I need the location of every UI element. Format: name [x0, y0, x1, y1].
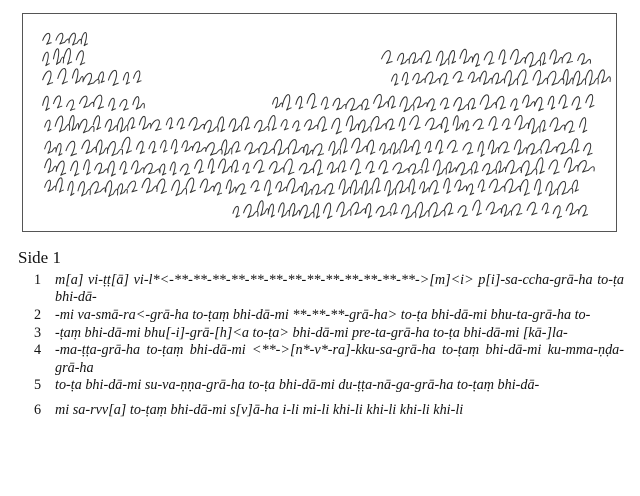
script-glyph — [194, 160, 203, 173]
script-glyph — [123, 72, 130, 84]
script-glyph — [205, 143, 222, 156]
script-glyph — [548, 96, 555, 109]
script-glyph — [149, 141, 157, 153]
script-glyph — [289, 203, 299, 216]
script-glyph — [317, 117, 327, 132]
script-glyph — [221, 140, 232, 156]
script-glyph — [463, 121, 469, 131]
script-glyph — [556, 143, 572, 154]
script-glyph — [528, 118, 540, 133]
script-glyph — [489, 117, 498, 131]
script-glyph — [488, 140, 499, 154]
script-glyph — [232, 142, 241, 153]
script-glyph — [268, 116, 276, 131]
script-glyph — [55, 116, 70, 132]
script-glyph — [540, 120, 546, 131]
script-glyph — [45, 159, 57, 173]
script-glyph — [180, 164, 190, 175]
line-text: to-ṭa bhi-dā-mi su-va-ṇṇa-grā-ha to-ṭa bhi-dā-mi du-ṭṭa-nā-ga-grā-ha to-ṭaṃ bhi-dā- — [55, 377, 540, 394]
script-glyph — [288, 140, 304, 154]
script-glyph — [425, 72, 440, 84]
line-number: 2 — [34, 306, 42, 323]
script-glyph — [534, 179, 541, 195]
script-glyph — [358, 120, 371, 133]
line-text: -ma-ṭṭa-grā-ha to-ṭaṃ bhi-dā-mi <**->[n*-v*-ra]-kku-sa-grā-ha to-ṭaṃ bhi-dā-mi ku-mma-ṇḍa-grā-ha — [55, 342, 624, 376]
script-glyph — [466, 184, 474, 195]
script-glyph — [409, 179, 416, 194]
script-glyph — [492, 73, 505, 84]
script-glyph — [296, 96, 303, 109]
script-glyph — [563, 69, 573, 85]
script-glyph — [390, 143, 400, 154]
script-glyph — [325, 184, 335, 195]
script-glyph — [425, 118, 442, 130]
script-glyph — [527, 144, 542, 155]
script-glyph — [413, 97, 427, 108]
script-glyph — [274, 140, 289, 155]
script-glyph — [283, 159, 294, 175]
script-glyph — [583, 143, 592, 155]
script-glyph — [586, 94, 595, 107]
line-number: 4 — [34, 342, 42, 359]
script-glyph — [527, 202, 537, 215]
script-glyph — [436, 140, 444, 154]
script-glyph — [122, 137, 132, 153]
script-glyph — [131, 161, 144, 174]
script-glyph — [572, 97, 581, 110]
script-glyph — [245, 143, 259, 154]
script-glyph — [385, 180, 396, 196]
script-glyph — [566, 203, 579, 215]
script-glyph — [515, 115, 529, 129]
script-glyph — [301, 182, 311, 195]
script-glyph — [43, 33, 52, 44]
script-glyph — [512, 204, 523, 215]
script-glyph — [463, 143, 473, 155]
script-glyph — [43, 52, 50, 66]
script-glyph — [412, 73, 425, 83]
script-glyph — [489, 179, 505, 192]
script-glyph — [397, 53, 409, 64]
script-glyph — [56, 33, 69, 44]
script-glyph — [107, 142, 122, 156]
line-number: 6 — [34, 402, 42, 419]
script-glyph — [520, 180, 530, 196]
script-glyph — [45, 141, 57, 153]
script-glyph — [83, 73, 99, 85]
script-glyph — [393, 163, 410, 174]
script-glyph — [278, 203, 289, 217]
script-glyph — [208, 159, 215, 174]
script-glyph — [79, 96, 94, 108]
script-glyph — [482, 164, 496, 175]
script-glyph — [495, 96, 505, 109]
transliteration-line — [34, 307, 624, 324]
line-text: m[a] vi-ṭṭ[ā] vi-l*<-**-**-**-**-**-**-**-**-**-**-**-**-**->[m]<i> p[i]-sa-ccha-grā-ha to-ṭa bhi-dā- — [55, 272, 624, 306]
script-glyph — [510, 99, 518, 111]
script-glyph — [546, 182, 558, 196]
script-glyph — [226, 180, 236, 194]
script-glyph — [502, 119, 511, 130]
script-glyph — [562, 53, 573, 63]
script-glyph — [447, 140, 458, 152]
script-glyph — [78, 182, 90, 196]
script-glyph — [525, 52, 541, 67]
script-glyph — [213, 183, 222, 195]
script-glyph — [170, 162, 176, 175]
script-glyph — [501, 205, 512, 217]
script-glyph — [421, 51, 432, 64]
script-glyph — [436, 51, 449, 66]
script-glyph — [231, 160, 239, 172]
line-text: -ṭaṃ bhi-dā-mi bhu[-i]-grā-[h]<a to-ṭa> bhi-dā-mi pre-ta-grā-ha to-ṭa bhi-dā-mi [kā-]la- — [55, 324, 568, 341]
script-glyph — [257, 201, 268, 216]
script-glyph — [182, 141, 193, 152]
script-glyph — [472, 54, 480, 67]
script-glyph — [133, 97, 145, 110]
script-glyph — [142, 178, 157, 193]
script-glyph — [573, 71, 586, 86]
script-glyph — [379, 143, 390, 154]
script-glyph — [400, 97, 414, 112]
script-glyph — [156, 179, 167, 194]
script-glyph — [521, 161, 537, 176]
script-glyph — [69, 115, 79, 130]
script-glyph — [189, 118, 205, 131]
side-heading: Side 1 — [18, 248, 61, 267]
script-glyph — [66, 141, 77, 156]
script-glyph — [119, 99, 128, 110]
script-glyph — [578, 54, 591, 65]
script-glyph — [193, 142, 206, 153]
script-glyph — [144, 163, 161, 174]
script-glyph — [339, 179, 351, 194]
script-glyph — [550, 50, 563, 64]
script-glyph — [127, 181, 137, 192]
script-glyph — [373, 95, 388, 109]
script-glyph — [478, 142, 485, 157]
script-glyph — [160, 140, 167, 152]
script-glyph — [542, 203, 549, 214]
script-glyph — [58, 69, 68, 84]
script-glyph — [128, 118, 136, 129]
script-glyph — [218, 159, 232, 173]
script-glyph — [371, 117, 387, 131]
script-glyph — [453, 116, 463, 131]
script-glyph — [547, 71, 564, 85]
script-glyph — [480, 95, 496, 110]
manuscript-drawing — [22, 13, 617, 232]
script-glyph — [350, 180, 361, 195]
script-glyph — [350, 159, 361, 175]
script-glyph — [56, 178, 64, 192]
script-glyph — [76, 51, 85, 65]
line-number: 3 — [34, 324, 42, 341]
script-glyph — [473, 119, 484, 129]
script-glyph — [304, 120, 318, 130]
script-glyph — [564, 158, 578, 173]
script-glyph — [396, 181, 410, 193]
script-glyph — [258, 142, 274, 154]
script-glyph — [94, 163, 108, 174]
script-glyph — [56, 161, 66, 175]
script-glyph — [579, 118, 587, 133]
script-glyph — [415, 202, 429, 218]
script-glyph — [585, 70, 598, 85]
script-glyph — [429, 181, 439, 195]
transliteration-line — [34, 325, 624, 342]
manuscript-script-image — [23, 14, 616, 231]
script-glyph — [427, 99, 436, 111]
script-glyph — [401, 205, 415, 219]
script-glyph — [366, 161, 375, 173]
script-glyph — [379, 161, 388, 174]
script-glyph — [333, 98, 346, 110]
script-glyph — [385, 119, 394, 130]
script-glyph — [254, 120, 269, 131]
script-glyph — [408, 164, 422, 174]
script-glyph — [281, 120, 289, 130]
script-glyph — [68, 181, 75, 195]
script-glyph — [506, 160, 522, 174]
script-glyph — [496, 161, 506, 173]
script-glyph — [268, 204, 274, 217]
script-glyph — [133, 71, 141, 83]
script-glyph — [533, 70, 548, 85]
script-glyph — [93, 95, 104, 109]
script-glyph — [79, 119, 94, 133]
script-glyph — [517, 70, 528, 85]
script-glyph — [151, 120, 162, 131]
script-glyph — [549, 160, 560, 174]
script-glyph — [346, 98, 363, 110]
script-glyph — [425, 142, 432, 153]
script-glyph — [564, 121, 575, 133]
line-number: 1 — [34, 272, 42, 288]
script-glyph — [96, 140, 108, 155]
transliteration-line — [34, 377, 624, 394]
script-glyph — [108, 161, 116, 176]
transliteration-line — [34, 272, 624, 306]
script-glyph — [43, 96, 50, 110]
script-glyph — [272, 97, 282, 108]
script-glyph — [90, 182, 106, 194]
script-glyph — [541, 139, 557, 153]
script-glyph — [171, 140, 178, 154]
script-glyph — [337, 202, 351, 217]
script-glyph — [45, 120, 52, 131]
script-glyph — [559, 95, 568, 109]
script-glyph — [331, 118, 341, 134]
script-glyph — [299, 163, 314, 174]
script-glyph — [499, 50, 506, 65]
transliteration-line — [34, 402, 624, 419]
script-glyph — [177, 118, 185, 129]
script-glyph — [327, 162, 338, 173]
script-glyph — [428, 203, 445, 218]
script-glyph — [388, 96, 396, 108]
script-glyph — [307, 93, 317, 108]
script-glyph — [391, 74, 398, 85]
script-glyph — [329, 141, 341, 155]
script-glyph — [399, 118, 406, 131]
transliteration-line — [34, 342, 624, 376]
script-glyph — [338, 161, 346, 172]
script-glyph — [186, 178, 196, 193]
script-glyph — [412, 140, 421, 155]
script-glyph — [292, 121, 300, 131]
script-glyph — [70, 161, 79, 176]
script-glyph — [453, 71, 464, 82]
script-glyph — [313, 160, 323, 176]
script-glyph — [139, 116, 151, 129]
script-glyph — [439, 73, 448, 85]
script-glyph — [351, 138, 367, 153]
script-glyph — [171, 180, 186, 196]
script-glyph — [204, 120, 219, 132]
script-glyph — [105, 119, 117, 131]
script-glyph — [312, 184, 325, 194]
script-glyph — [409, 116, 420, 130]
script-glyph — [346, 116, 359, 131]
script-glyph — [243, 204, 258, 217]
script-glyph — [366, 140, 375, 154]
script-glyph — [440, 98, 449, 109]
script-glyph — [444, 178, 451, 193]
script-glyph — [53, 96, 62, 108]
script-glyph — [400, 140, 412, 153]
script-glyph — [460, 49, 473, 63]
script-glyph — [276, 182, 287, 192]
line-text: -mi va-smā-ra<-grā-ha to-ṭaṃ bhi-dā-mi **-**-**-grā-ha> to-ṭa bhi-dā-mi bhu-ta-grā-ha to- — [55, 306, 591, 323]
script-glyph — [514, 140, 527, 155]
script-glyph — [43, 71, 53, 85]
script-glyph — [82, 140, 97, 154]
script-glyph — [598, 70, 610, 83]
script-glyph — [446, 162, 456, 173]
script-glyph — [340, 138, 347, 153]
script-glyph — [166, 118, 173, 129]
script-glyph — [486, 202, 502, 214]
script-glyph — [362, 180, 373, 195]
script-glyph — [283, 95, 292, 110]
script-glyph — [117, 118, 128, 132]
script-glyph — [504, 179, 521, 193]
script-glyph — [472, 200, 481, 215]
script-glyph — [66, 100, 75, 111]
script-glyph — [550, 118, 565, 132]
line-text: mi sa-rvv[a] to-ṭaṃ bhi-dā-mi s[v]ā-ha i-li mi-li khi-li khi-li khi-li khi-li — [55, 402, 464, 419]
script-glyph — [468, 72, 480, 82]
script-glyph — [321, 97, 329, 109]
script-glyph — [233, 206, 240, 217]
script-glyph — [449, 50, 456, 63]
script-glyph — [264, 180, 271, 196]
script-glyph — [454, 180, 466, 191]
script-glyph — [236, 184, 246, 195]
script-glyph — [313, 144, 324, 156]
script-glyph — [287, 178, 303, 193]
script-glyph — [243, 163, 250, 173]
script-glyph — [376, 206, 391, 217]
script-glyph — [105, 181, 118, 197]
script-glyph — [53, 49, 63, 65]
script-glyph — [200, 179, 214, 192]
script-glyph — [159, 164, 166, 175]
script-glyph — [269, 161, 284, 173]
script-glyph — [253, 160, 264, 173]
script-glyph — [136, 141, 144, 153]
line-number: 5 — [34, 377, 42, 394]
script-glyph — [300, 205, 314, 218]
script-glyph — [117, 184, 127, 194]
script-glyph — [109, 98, 116, 110]
script-glyph — [422, 159, 430, 173]
script-glyph — [64, 48, 72, 64]
script-glyph — [83, 160, 90, 175]
script-glyph — [69, 33, 82, 45]
script-glyph — [229, 119, 242, 132]
script-glyph — [578, 205, 587, 216]
script-glyph — [499, 142, 510, 153]
script-glyph — [456, 163, 472, 175]
script-glyph — [251, 181, 260, 192]
script-glyph — [241, 117, 250, 130]
script-glyph — [409, 53, 421, 64]
script-glyph — [557, 181, 572, 194]
script-glyph — [45, 180, 56, 191]
script-glyph — [433, 160, 446, 176]
script-glyph — [108, 70, 118, 85]
script-glyph — [522, 95, 534, 107]
script-glyph — [504, 71, 517, 86]
script-glyph — [480, 71, 492, 84]
transliteration — [34, 272, 624, 420]
script-glyph — [577, 160, 594, 172]
script-glyph — [534, 97, 543, 110]
script-glyph — [553, 206, 562, 218]
script-glyph — [381, 51, 392, 64]
script-glyph — [458, 206, 468, 217]
script-glyph — [419, 182, 429, 193]
script-glyph — [56, 143, 62, 155]
script-glyph — [81, 33, 88, 46]
script-glyph — [484, 52, 494, 65]
script-glyph — [365, 203, 372, 217]
script-glyph — [478, 180, 485, 192]
script-glyph — [510, 49, 525, 64]
script-glyph — [350, 202, 366, 214]
script-glyph — [372, 178, 380, 193]
script-glyph — [120, 161, 128, 174]
script-glyph — [72, 69, 83, 83]
script-glyph — [402, 72, 409, 85]
script-glyph — [323, 203, 332, 218]
script-glyph — [453, 97, 468, 110]
